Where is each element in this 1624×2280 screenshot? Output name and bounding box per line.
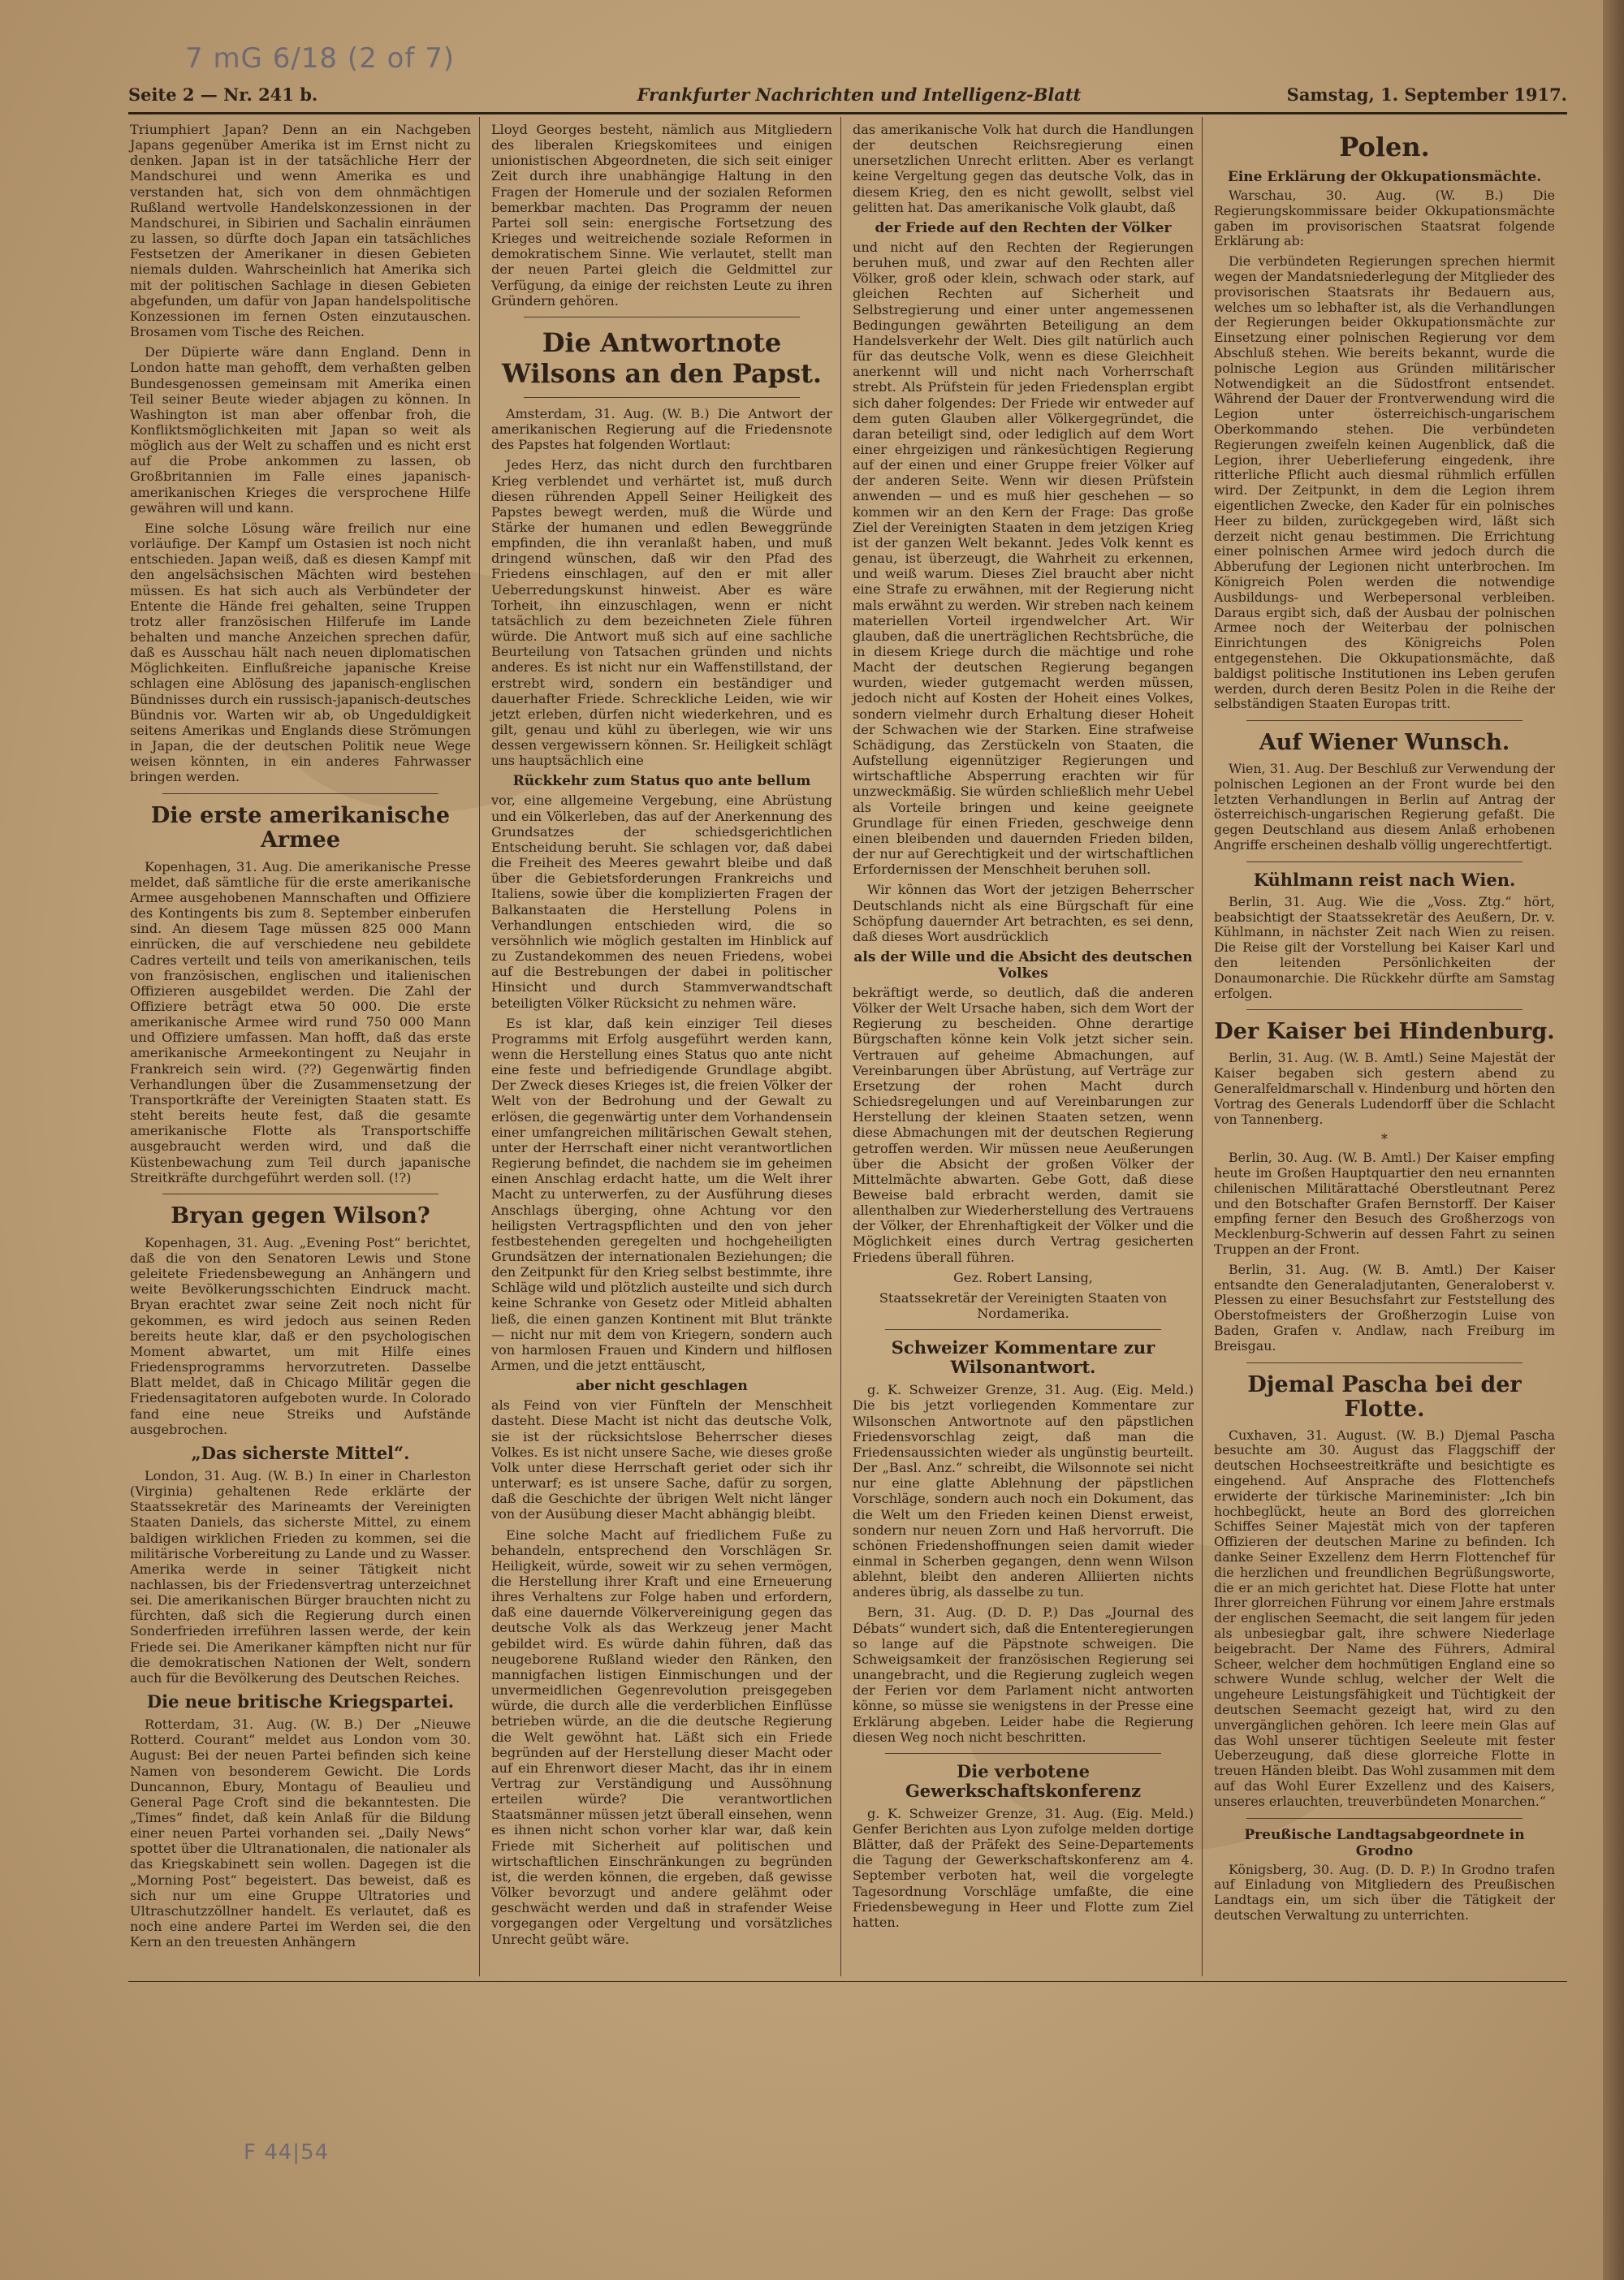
headline-djemal-pascha: Djemal Pascha bei der Flotte. xyxy=(1247,1371,1522,1422)
paragraph: Kopenhagen, 31. Aug. „Evening Post“ berichtet, daß die von den Senatoren Lewis und Stone geleitete Friedensbewegung an Anhängern und weite Bevölkerungsschichten Eindruck macht. Bryan erachtet zwar seine Zeit noch nicht für gekommen, es wird jedoch aus seinen Reden bereits heute klar, daß er den psychologischen Moment abwartet, um mit Hilfe eines Friedensprogramms hervorzutreten. Dasselbe Blatt meldet, daß in Chicago Militär gegen die Friedensagitatoren aufgeboten wurde. In Colorado fand eine neue Streiks und Aufstände ausgebrochen. xyxy=(130,1234,471,1437)
paragraph: Jedes Herz, das nicht durch den furchtbaren Krieg verblendet und verhärtet ist, muß durch diesen rührenden Appell Seiner Heiligkeit des Papstes bewegt werden, muß die Würde und Stärke der humanen und edlen Beweggründe empfinden, die ihn veranlaßt haben, und muß dringend wünschen, daß wir den Pfad des Friedens einschlagen, auf den er mit aller Ueberredungskunst hinweist. Aber es wäre Torheit, ihn einzuschlagen, wenn er nicht tatsächlich zu dem bezeichneten Ziele führen würde. Die Antwort muß sich auf eine sachliche Beurteilung von Tatsachen gründen und nichts anderes. Es ist nicht nur ein Waffenstillstand, der erstrebt wird, sondern ein beständiger und dauerhafter Friede. Schreckliche Leiden, wie wir jetzt erleben, dürfen nicht wiederkehren, und es gilt, genau und kühl zu überlegen, wie wir uns dessen vergewissern können. Sr. Heiligkeit schlägt uns hauptsächlich eine xyxy=(491,457,832,769)
newspaper-masthead: Frankfurter Nachrichten und Intelligenz-Blatt xyxy=(637,84,1082,105)
headline-gewerkschaftskonferenz: Die verbotene Gewerkschaftskonferenz xyxy=(905,1760,1142,1801)
headline-polen: Polen. xyxy=(1339,132,1430,162)
subheading-okkupationsmaechte: Eine Erklärung der Okkupationsmächte. xyxy=(1227,169,1542,185)
subheading-rueckkehr: Rückkehr zum Status quo ante bellum xyxy=(512,773,811,790)
headline-landtag-grodno: Preußische Landtagsabgeordnete in Grodno xyxy=(1244,1826,1525,1859)
paragraph: Wir können das Wort der jetzigen Beherrscher Deutschlands nicht als eine Bürgschaft für eine Schöpfung dauernder Art betrachten, es sei denn, daß dieses Wort ausdrücklich xyxy=(853,882,1194,944)
paragraph: Die verbündeten Regierungen sprechen hiermit wegen der Mandatsniederlegung der Mitglieder des provisorischen Staatsrats ihr Bedauern aus, welches um so lebhafter ist, als die Verhandlungen der Regierungen beider Okkupationsmächte zur Einsetzung einer polnischen Regierung vor dem Abschluß stehen. Wie bereits bekannt, wurde die polnische Legion aus Gründen militärischer Notwendigkeit an die Südostfront entsendet. Während der Dauer der Frontverwendung wird die Legion unter österreichisch-ungarischem Oberkommando stehen. Die verbündeten Regierungen zweifeln keinen Augenblick, daß die Legion, ihrer Ueberlieferung eingedenk, ihre ritterliche Pflicht auch diesmal rühmlich erfüllen wird. Der Zeitpunkt, in dem die Legion ihrem eigentlichen Zwecke, den Kader für ein polnisches Heer zu bilden, zurückgegeben wird, läßt sich derzeit nicht genau bestimmen. Die Errichtung einer polnischen Armee wird jedoch durch die Abberufung der Legionen nicht unterbrochen. Im Königreich Polen werden die notwendige Ausbildungs- und Werbepersonal verbleiben. Daraus ergibt sich, daß der Ausbau der polnischen Armee noch der Weiterbau der polnischen Einrichtungen des Königreichs Polen entgegenstehen. Die Okkupationsmächte, daß baldigst politische Institutionen ins Leben gerufen werden, durch deren Besitz Polen in die Reihe der selbständigen Staaten Europas tritt. xyxy=(1214,253,1555,712)
signature-title: Staatssekretär der Vereinigten Staaten von Nordamerika. xyxy=(879,1289,1168,1322)
paragraph: das amerikanische Volk hat durch die Handlungen der deutschen Reichsregierung einen unersetzlichen Unrecht erlitten. Aber es verlangt keine Vergeltung gegen das deutsche Volk, das in diesem Krieg, den es nicht gewollt, selbst viel gelitten hat. Das amerikanische Volk glaubt, daß xyxy=(853,122,1194,215)
star-separator: * xyxy=(1381,1131,1388,1147)
paragraph: Bern, 31. Aug. (D. D. P.) Das „Journal des Débats“ wundert sich, daß die Ententeregierungen so lange auf die Päpstnote schweigen. Die Schweigsamkeit der französischen Regierung sei unangebracht, und die Regierung zugleich wegen der Ferien vor dem Parlament nicht antworten könne, so müsse sie wenigstens in der Presse eine Erklärung abgeben. Leider habe die Regierung diesen Weg noch nicht beschritten. xyxy=(853,1604,1194,1745)
pencil-archive-mark-bottom: F 44|54 xyxy=(244,2140,330,2165)
paragraph: Eine solche Lösung wäre freilich nur eine vorläufige. Der Kampf um Ostasien ist noch nicht entschieden. Japan weiß, daß es diesen Kampf mit den angelsächsischen Mächten wird bestehen müssen. Es hat sich auch als Verbündeter der Entente die Hände frei gehalten, seine Truppen trotz aller französischen Hilferufe im Lande behalten und manche Anzeichen sprechen dafür, daß es Ausschau hält nach neuen diplomatischen Möglichkeiten. Einflußreiche japanische Kreise schlagen eine Ablösung des japanisch-englischen Bündnisses durch ein russisch-japanisch-deutsches Bündnis vor. Warten wir ab, ob Ungeduldigkeit seitens Amerikas und Englands diese Strömungen in Japan, die der deutschen Politik neue Wege weisen könnten, in ein anderes Fahrwasser bringen werden. xyxy=(130,520,471,785)
paragraph: Berlin, 30. Aug. (W. B. Amtl.) Der Kaiser empfing heute im Großen Hauptquartier den neu ernannten chilenischen Militärattaché Oberstleutnant Perez und den Botschafter Grafen Bernstorff. Der Kaiser empfing ferner den Besuch des Großherzogs von Mecklenburg-Schwerin auf dessen Fahrt zu seinen Truppen an der Front. xyxy=(1214,1150,1555,1258)
paragraph: Warschau, 30. Aug. (W. B.) Die Regierungskommissare beider Okkupationsmächte gaben im provisorischen Staatsrat folgende Erklärung ab: xyxy=(1214,188,1555,249)
paragraph: Rotterdam, 31. Aug. (W. B.) Der „Nieuwe Rotterd. Courant“ meldet aus London vom 30. August: Bei der neuen Partei befinden sich keine Namen von besonderem Gewicht. Die Lords Duncannon, Ebury, Montagu of Beaulieu und General Page Croft sind die bekanntesten. Die „Times“ findet, daß kein Anlaß für die Bildung einer neuen Partei vorhanden sei. „Daily News“ spottet über die Ultranationalen, die nationaler als das Kriegskabinett sein wollen. Dagegen ist die „Morning Post“ begeistert. Das beweist, daß es sich nur um eine Gruppe Ultratories und Ultraschutzzöllner handelt. Es verlautet, daß es noch eine andere Partei im Werden sei, die den Kern an den treuesten Anhängern xyxy=(130,1716,471,1950)
headline-wiener-wunsch: Auf Wiener Wunsch. xyxy=(1259,730,1510,756)
paragraph: bekräftigt werde, so deutlich, daß die anderen Völker der Welt Ursache haben, sich dem Wort der Regierung zu bescheiden. Ohne derartige Bürgschaften könne kein Volk jetzt sicher sein. Vertrauen auf geheime Abmachungen, auf Vereinbarungen über Abrüstung, auf Verträge zur Ersetzung der rohen Macht durch Schiedsregelungen und auf Vereinbarungen zur Herstellung der kleinen Staaten setzen, wenn diese Abmachungen mit der deutschen Regierung getroffen werden. Wir müssen neue Aeußerungen über die Absicht der großen Völker der Mittelmächte abwarten. Gebe Gott, daß diese Beweise bald erbracht werden, damit sie allenthalben zur Wiederherstellung des Vertrauens der Völker, der Ehrenhaftigkeit der Völker und die Möglichkeit eines durch Vertrag gesicherten Friedens überall führen. xyxy=(853,984,1194,1265)
paragraph: vor, eine allgemeine Vergebung, eine Abrüstung und ein Völkerleben, das auf der Anerkennung des Grundsatzes der schiedsgerichtlichen Entscheidung beruht. Sie schlagen vor, daß dabei die Freiheit des Meeres gewahrt bleibe und daß über die Gebietsforderungen Frankreichs und Italiens, sowie über die komplizierten Fragen der Balkanstaaten die Herstellung Polens in Verhandlungen entschieden wird, die so versöhnlich wie möglich gestalten im Hinblick auf zu Zustandekommen des neuen Friedens, wobei auf die Bestrebungen der dabei in politischer Hinsicht und durch Stammverwandtschaft beteiligten Völker Rücksicht zu nehmen wäre. xyxy=(491,792,832,1011)
headline-kriegspartei: Die neue britische Kriegspartei. xyxy=(146,1691,455,1712)
paragraph: Triumphiert Japan? Denn an ein Nachgeben Japans gegenüber Amerika ist im Ernst nicht zu denken. Japan ist in der tatsächliche Herr der Mandschurei und wenn Amerika es und verstanden hat, sich von dem ohnmächtigen Rußland wertvolle Handelskonzessionen in der Mandschurei, in Sibirien und Sachalin einräumen zu lassen, so dürfte doch Japan ein tatsächliches Festsetzen der Amerikaner in diesen Gebieten niemals dulden. Wahrscheinlich hat Amerika sich mit der politischen Sachlage in diesen Gebieten abgefunden, um dafür von Japan handelspolitische Konzessionen im fernen Osten einzutauschen. Brosamen vom Tische des Reichen. xyxy=(130,122,471,340)
column-divider xyxy=(1202,117,1203,1976)
separator xyxy=(162,793,438,794)
paragraph: Berlin, 31. Aug. (W. B. Amtl.) Der Kaiser entsandte den Generaladjutanten, Generaloberst v. Plessen zu einer Besuchsfahrt zur Feststellung des Oberstofmeisters der Großherzogin Luise von Baden, Grafen v. Andlaw, nach Freiburg im Breisgau. xyxy=(1214,1261,1555,1354)
headline-kaiser-hindenburg: Der Kaiser bei Hindenburg. xyxy=(1214,1019,1555,1045)
signature-name: Gez. Robert Lansing, xyxy=(953,1269,1093,1285)
pencil-archive-mark: 7 mG 6/18 (2 of 7) xyxy=(185,42,456,75)
headline-erste-armee: Die erste amerikanische Armee xyxy=(150,802,451,853)
paragraph: Lloyd Georges besteht, nämlich aus Mitgliedern des liberalen Kriegskomitees und einigen unionistischen Abgeordneten, die sich seit einiger Zeit durch ihre unabhängige Haltung in den Fragen der Homerule und der sozialen Reformen bemerkbar machten. Das Programm der neuen Partei soll sein: energische Fortsetzung des Krieges und weitreichende soziale Reformen in demokratischem Sinne. Wie verlautet, stellt man der neuen Partei gleich die Geldmittel zur Verfügung, da einige der reichsten Leute zu ihren Gründern gehören. xyxy=(491,122,832,309)
separator xyxy=(1246,720,1522,721)
separator xyxy=(1246,861,1522,862)
subheading-friede: der Friede auf den Rechten der Völker xyxy=(875,219,1172,236)
paragraph: Berlin, 31. Aug. (W. B. Amtl.) Seine Majestät der Kaiser begaben sich gestern abend zu Generalfeldmarschall v. Hindenburg und hörten den Vortrag des Generals Ludendorff über die Schlacht von Tannenberg. xyxy=(1214,1050,1555,1127)
headline-kuehlmann: Kühlmann reist nach Wien. xyxy=(1253,869,1516,890)
page-header xyxy=(128,81,1567,114)
column-divider xyxy=(479,117,480,1976)
separator xyxy=(1246,1362,1522,1363)
paper-edge xyxy=(1603,0,1624,2280)
paragraph: Der Düpierte wäre dann England. Denn in London hatte man gehofft, dem verhaßten gelben Bundesgenossen gemeinsam mit Amerika einen Teil seiner Beute wieder abjagen zu können. In Washington ist man aber offenbar froh, die Konfliktsmöglichkeiten mit Japan so weit als möglich aus der Welt zu schaffen und es nicht erst auf die Probe ankommen zu lassen, ob Großbritannien im Falle eines japanisch-amerikanischen Krieges die versprochene Hilfe gewähren will und kann. xyxy=(130,344,471,516)
bottom-rule xyxy=(128,1981,1567,1982)
paragraph: Königsberg, 30. Aug. (D. D. P.) In Grodno trafen auf Einladung von Mitgliedern des Preußischen Landtags ein, um sich über die Tätigkeit der deutschen Verwaltung zu unterrichten. xyxy=(1214,1861,1555,1923)
paragraph: London, 31. Aug. (W. B.) In einer in Charleston (Virginia) gehaltenen Rede erklärte der Staatssekretär des Marineamts der Vereinigten Staaten Daniels, das sicherste Mittel, zu einem baldigen wirklichen Frieden zu kommen, sei die militärische Vorbereitung zu Lande und zu Wasser. Amerika werde in seiner Tätigkeit nicht nachlassen, bis der Friedensvertrag unterzeichnet sei. Die amerikanischen Bürger brauchten nicht zu fürchten, daß sich die Regierung durch einen Sonderfrieden irreführen lassen werde, der kein Friede sei. Die Amerikaner kämpften nicht nur für die demokratischen Nationen der Welt, sondern auch für die Bevölkerung des Deutschen Reiches. xyxy=(130,1467,471,1686)
paragraph: Wien, 31. Aug. Der Beschluß zur Verwendung der polnischen Legionen an der Front wurde bei den letzten Verhandlungen in Berlin auf Antrag der österreichisch-ungarischen Regierung gefaßt. Die gegen Deutschland aus diesem Anlaß erhobenen Angriffe erscheinen deshalb völlig ungerechtfertigt. xyxy=(1214,761,1555,853)
separator xyxy=(885,1329,1161,1330)
paragraph: g. K. Schweizer Grenze, 31. Aug. (Eig. Meld.) Die bis jetzt vorliegenden Kommentare zur Wilsonschen Antwortnote auf den päpstlichen Friedensvorschlag zeigt, daß man die Friedensaussichten wieder als ungünstig beurteilt. Der „Basl. Anz.“ schreibt, die Wilsonnote sei nicht nur eine glatte Ablehnung der päpstlichen Vorschläge, sondern auch noch ein Dokument, das die Welt um den Frieden keinen Dienst erweist, sondern nur neuen Zorn und Haß hervorruft. Die schönen Friedenshoffnungen seien damit wieder einmal in Scherben gegangen, denn wenn Wilson ablehnt, bleibt den anderen Alliierten nichts anderes übrig, als dasselbe zu tun. xyxy=(853,1382,1194,1600)
column-3 xyxy=(853,122,1194,1935)
subheading-nicht-geschlagen: aber nicht geschlagen xyxy=(576,1378,748,1395)
separator xyxy=(1246,1818,1522,1819)
paragraph: Amsterdam, 31. Aug. (W. B.) Die Antwort der amerikanischen Regierung auf die Friedensnote des Papstes hat folgenden Wortlaut: xyxy=(491,405,832,453)
paragraph: Berlin, 31. Aug. Wie die „Voss. Ztg.“ hört, beabsichtigt der Staatssekretär des Aeußern, Dr. v. Kühlmann, in nächster Zeit nach Wien zu reisen. Die Reise gilt der Vorstellung bei Kaiser Karl und den leitenden Persönlichkeiten der Donaumonarchie. Die Rückkehr dürfte am Samstag erfolgen. xyxy=(1214,893,1555,1001)
paragraph: als Feind von vier Fünfteln der Menschheit dasteht. Diese Macht ist nicht das deutsche Volk, sie ist der rücksichtslose Beherrscher dieses Volkes. Es ist nicht unsere Sache, wie dieses große Volk unter diese Herrschaft geriet oder sich ihr unterwarf; es ist unsere Sache, dafür zu sorgen, daß die Geschichte der übrigen Welt nicht länger von der Ausübung dieser Macht abhängig bleibt. xyxy=(491,1397,832,1522)
header-rule xyxy=(128,112,1567,114)
issue-date: Samstag, 1. September 1917. xyxy=(1286,84,1567,105)
column-2 xyxy=(491,122,832,1952)
headline-schweizer-kommentare: Schweizer Kommentare zur Wilsonantwort. xyxy=(891,1337,1155,1378)
paragraph: Kopenhagen, 31. Aug. Die amerikanische Presse meldet, daß sämtliche für die erste amerikanische Armee ausgehobenen Mannschaften und Offiziere des Kontingents bis zum 8. September einberufen sind. An diesem Tage müssen 825 000 Mann einrücken, die auf verschiedene neu gebildete Cadres verteilt und teils von amerikanischen, teils von französischen, englischen und italienischen Offizieren ausgebildet werden. Die Zahl der Offiziere beträgt etwa 50 000. Die erste amerikanische Armee wird rund 750 000 Mann und Offiziere umfassen. Man hofft, daß das erste amerikanische Armeekontingent zu Neujahr in Frankreich sein wird. (??) Gegenwärtig finden Verhandlungen über die Zusammensetzung der Transportkräfte der Vereinigten Staaten statt. Es steht bereits heute fest, daß die gesamte amerikanische Flotte als Transportschiffe ausgebraucht werden wird, und daß die Küstenbewachung zum Teil durch japanische Streitkräfte durchgeführt werden soll. (!?) xyxy=(130,858,471,1185)
column-divider xyxy=(840,117,841,1976)
headline-sicherste-mittel: „Das sicherste Mittel“. xyxy=(191,1442,410,1463)
paragraph: Cuxhaven, 31. August. (W. B.) Djemal Pascha besuchte am 30. August das Flaggschiff der deutschen Hochseestreitkräfte und besichtigte es eingehend. Auf Ansprache des Flottenchefs erwiderte der türkische Marineminister: „Ich bin hochbeglückt, heute an Bord des glorreichen Schiffes Seiner Majestät mich von der tapferen Offizieren der deutschen Marine zu befinden. Ich danke Seiner Exzellenz dem Herrn Flottenchef für die herzlichen und freundlichen Begrüßungsworte, die er an mich gerichtet hat. Diese Flotte hat unter Ihrer glorreichen Führung vor einem Jahre erstmals der englischen Seemacht, die seit langem für jeden als unbesiegbar galt, ihre schwere Niederlage beigebracht. Der Name des Führers, Admiral Scheer, welcher dem hochmütigen England eine so schwere Wunde schlug, welcher der Welt die ungeheure Leistungsfähigkeit und Tüchtigkeit der deutschen Seemacht gezeigt hat, wird zu den unvergänglichen gehören. Ich leere mein Glas auf das Wohl unserer tüchtigen Seeleute mit fester Ueberzeugung, daß diese glorreiche Flotte in treuen Händen bleibt. Das Wohl zusammen mit dem auf das Wohl Eurer Exzellenz und des Kaisers, unseres erlauchten, treuverbündeten Monarchen.“ xyxy=(1214,1427,1555,1809)
paragraph: und nicht auf den Rechten der Regierungen beruhen muß, und zwar auf den Rechten aller Völker, groß oder klein, schwach oder stark, auf gleichen Rechten auf Sicherheit und Selbstregierung und einer unter angemessenen Bedingungen gewährten Beteiligung an dem Handelsverkehr der Welt. Dies gilt natürlich auch für das deutsche Volk, wenn es diese Gleichheit anerkennt will und nicht nach Vorherrschaft strebt. Als Prüfstein für jeden Friedensplan ergibt sich daher folgendes: Der Friede wir entweder auf dem guten Glauben aller Völkergegründet, die daran beteiligt sind, oder lediglich auf dem Wort einer ehrgeizigen und ränkesüchtigen Regierung auf der einen und einer Gruppe freier Völker auf der anderen Seite. Wenn wir diesen Prüfstein anwenden — und es muß hier geschehen — so kommen wir an den Kern der Frage: Das große Ziel der Vereinigten Staaten in dem jetzigen Krieg ist der ganzen Welt bekannt. Jedes Volk kennt es genau, ist überzeugt, die Wahrheit zu erkennen, und weiß warum. Dieses Ziel braucht aber nicht eine Strafe zu erwähnen, mit der Regierung nicht mals erwähnt zu werden. Wir streben nach keinem materiellen Vorteil irgendwelcher Art. Wir glauben, daß die unerträglichen Rechtsbrüche, die in diesem Kriege durch die mächtige und rohe Macht der deutschen Regierung begangen wurden, wieder gutgemacht werden müssen, jedoch nicht auf Kosten der Hoheit eines Volkes, sondern vielmehr durch Erhaltung dieser Hoheit der Schwachen wie der Starken. Eine strafweise Schädigung, das Zerstückeln von Staaten, die Aufstellung eigennütziger Regierungen und wirtschaftliche Absperrung erachten wir für unzweckmäßig. Sie würden schließlich mehr Uebel als Vorteile bringen und keine geeignete Grundlage für einen Frieden, geschweige denn einen bleibenden und dauernden Frieden bilden, der nur auf Gerechtigkeit und der wirtschaftlichen Erfordernissen der Menschheit beruhen soll. xyxy=(853,239,1194,878)
separator xyxy=(885,1753,1161,1754)
separator xyxy=(524,397,800,398)
paragraph: g. K. Schweizer Grenze, 31. Aug. (Eig. Meld.) Genfer Berichten aus Lyon zufolge melden dortige Blätter, daß der Präfekt des Seine-Departements die Tagung der Gewerkschaftskonferenz am 4. September verboten hat, weil die vorgelegte Tagesordnung Vorschläge umfaßte, die eine Friedensbewegung in Heer und Flotte zum Ziel hatten. xyxy=(853,1805,1194,1930)
paragraph: Es ist klar, daß kein einziger Teil dieses Programms mit Erfolg ausgeführt werden kann, wenn die Herstellung eines Status quo ante nicht eine feste und befriedigende Grundlage abgibt. Der Zweck dieses Krieges ist, die freien Völker der Welt von der Bedrohung und der Gewalt zu erlösen, die gegenwärtig unter dem Vorhandensein einer umfangreichen militärischen Gewalt stehen, unter der Herrschaft einer nicht verantwortlichen Regierung befindet, die nachdem sie im geheimen einen Anschlag erdacht hatte, um die Welt ihrer Macht zu unterwerfen, zu der Ausführung dieses Anschlags überging, ohne Achtung vor den heiligsten Vertragspflichten und den von jeher festbestehenden geregelten und hochgeheiligten Grundsätzen der internationalen Beziehungen; die den Zeitpunkt für den Krieg selbst bestimmte, ihre Schläge wild und plötzlich austeilte und sich durch keine Schranke von Gesetz oder Mitleid abhalten ließ, die einen ganzen Kontinent mit Blut tränkte — nicht nur mit dem von Kriegern, sondern auch von harmlosen Frauen und Kindern und hilflosen Armen, und die jetzt enttäuscht, xyxy=(491,1015,832,1374)
column-4 xyxy=(1214,122,1555,1928)
subheading-wille: als der Wille und die Absicht des deutschen Volkes xyxy=(853,948,1193,982)
page-number: Seite 2 — Nr. 241 b. xyxy=(128,84,318,105)
headline-antwortnote: Die Antwortnote Wilsons an den Papst. xyxy=(502,326,822,389)
column-1 xyxy=(130,122,471,1954)
separator xyxy=(1246,1009,1522,1010)
headline-bryan: Bryan gegen Wilson? xyxy=(171,1203,430,1229)
paragraph: Eine solche Macht auf friedlichem Fuße zu behandeln, entsprechend den Vorschlägen Sr. Heiligkeit, würde, soweit wir zu sehen vermögen, die Herstellung ihrer Kraft und eine Erneuerung ihres Verhaltens zur Folge haben und erfordern, daß eine dauernde Völkervereinigung gegen das deutsche Volk als das Werkzeug jener Macht gebildet wird. Es würde dahin führen, daß das neugeborene Rußland wieder den Ränken, den mannigfachen listigen Einmischungen und der unvermeidlichen Gegenrevolution preisgegeben würde, die durch alle die verderblichen Einflüsse betrieben würde, an die die deutsche Regierung die Welt gewöhnt hat. Läßt sich ein Friede begründen auf der Herstellung dieser Macht oder auf ein Ehrenwort dieser Macht, das ihr in einem Vertrag zur Verständigung und Aussöhnung erteilen würde? Die verantwortlichen Staatsmänner müssen jetzt überall einsehen, wenn es ihnen nicht schon vorher klar war, daß kein Friede mit Sicherheit auf politischen und wirtschaftlichen Einschränkungen zu begründen ist, die werden können, die ergeben, daß gewisse Völker bevorzugt und andere gelähmt oder geschwächt werden und daß in strafender Weise vorgegangen oder Vergeltung und vorsätzliches Unrecht geübt wäre. xyxy=(491,1526,832,1947)
